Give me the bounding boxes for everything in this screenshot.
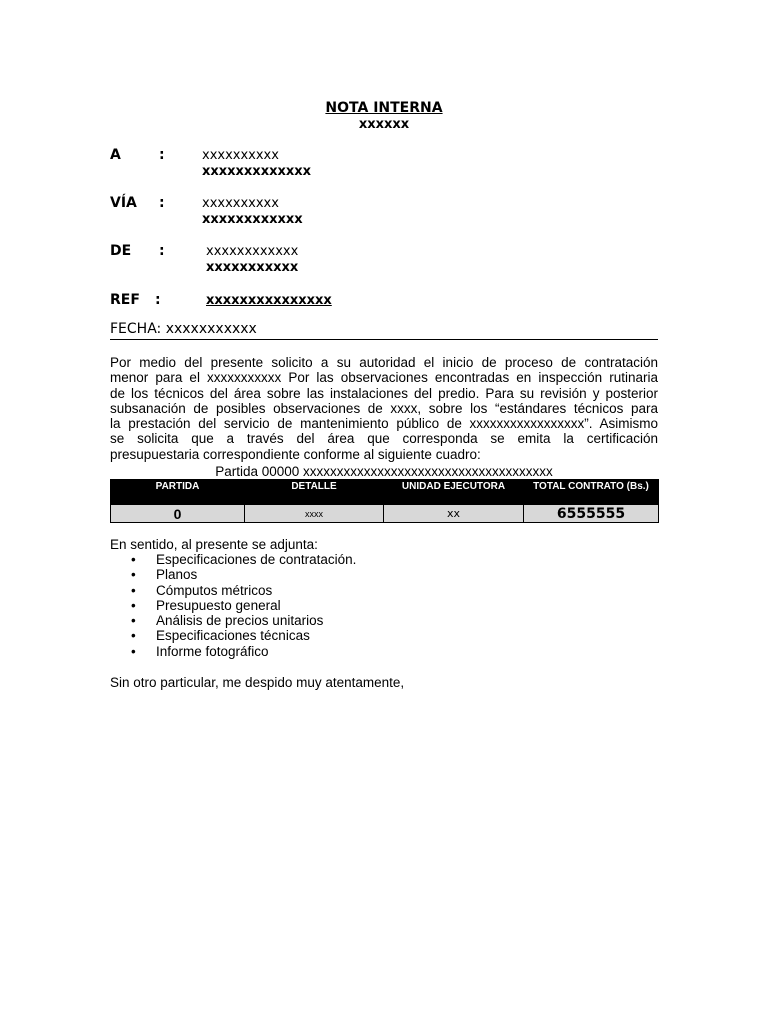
cell-unidad: xx bbox=[384, 505, 524, 523]
field-via-line1: xxxxxxxxxx bbox=[202, 196, 279, 211]
field-de-line2: xxxxxxxxxxx bbox=[206, 260, 299, 275]
partida-caption: Partida 00000 xxxxxxxxxxxxxxxxxxxxxxxxxxxxxxxxxxxxx bbox=[215, 464, 553, 479]
table-header-unidad: UNIDAD EJECUTORA bbox=[384, 480, 524, 505]
body-line: se solicita que a través del área que corresponda se emita la certificación bbox=[110, 431, 658, 447]
list-item bbox=[110, 644, 356, 659]
bullet-icon: • bbox=[131, 613, 136, 629]
body-line: la prestación del servicio de mantenimiento público de xxxxxxxxxxxxxxxxx”. Asimismo bbox=[110, 416, 658, 432]
body-paragraph bbox=[110, 355, 658, 462]
field-via-line2: xxxxxxxxxxxx bbox=[202, 212, 303, 227]
cell-detalle: xxxx bbox=[245, 505, 384, 523]
document-subtitle: xxxxxx bbox=[358, 117, 410, 132]
bullet-icon: • bbox=[131, 552, 136, 567]
list-item bbox=[110, 598, 356, 613]
bullet-icon: • bbox=[131, 597, 136, 613]
cell-total: 6555555 bbox=[524, 505, 659, 523]
list-item bbox=[110, 552, 356, 567]
bullet-icon: • bbox=[131, 567, 136, 583]
body-line: menor para el xxxxxxxxxxx Por las observaciones encontradas en inspección rutinaria bbox=[110, 370, 658, 386]
bullet-icon: • bbox=[131, 628, 136, 644]
list-item bbox=[110, 628, 356, 643]
fecha-label: FECHA: bbox=[110, 321, 162, 337]
attachment-label: Especificaciones de contratación. bbox=[156, 552, 357, 567]
field-label-de: DE bbox=[110, 243, 132, 259]
field-colon-a: : bbox=[159, 147, 165, 163]
body-line: de los técnicos del área sobre las instalaciones del predio. Para su revisión y posterior bbox=[110, 385, 658, 401]
budget-table bbox=[110, 479, 659, 523]
table-header-partida: PARTIDA bbox=[111, 480, 245, 505]
field-colon-ref: : bbox=[155, 292, 161, 308]
bullet-icon: • bbox=[131, 582, 136, 598]
table-header-row bbox=[111, 480, 659, 505]
list-item bbox=[110, 567, 356, 582]
field-a-line1: xxxxxxxxxx bbox=[202, 148, 279, 163]
body-line: Por medio del presente solicito a su autoridad el inicio de proceso de contratación bbox=[110, 355, 658, 370]
field-a-line2: xxxxxxxxxxxxx bbox=[202, 164, 312, 179]
list-item bbox=[110, 613, 356, 628]
fecha-row bbox=[110, 321, 257, 337]
attachment-label: Presupuesto general bbox=[156, 597, 281, 613]
body-line: presupuestaria correspondiente conforme al siguiente cuadro: bbox=[110, 446, 481, 462]
table-header-total: TOTAL CONTRATO (Bs.) bbox=[524, 480, 659, 505]
attachments-intro: En sentido, al presente se adjunta: bbox=[110, 537, 318, 552]
attachments-list bbox=[110, 552, 356, 659]
attachment-label: Análisis de precios unitarios bbox=[156, 613, 324, 629]
field-colon-via: : bbox=[159, 195, 165, 211]
field-label-a: A bbox=[110, 147, 121, 163]
list-item bbox=[110, 583, 356, 598]
field-label-via: VÍA bbox=[110, 195, 137, 211]
field-de-line1: xxxxxxxxxxxx bbox=[206, 244, 299, 259]
field-label-ref: REF bbox=[110, 292, 140, 308]
closing-line: Sin otro particular, me despido muy atentamente, bbox=[110, 675, 405, 690]
body-line: subsanación de posibles observaciones de xxxx, sobre los “estándares técnicos para bbox=[110, 400, 658, 416]
field-ref-value: xxxxxxxxxxxxxxx bbox=[206, 293, 332, 308]
attachment-label: Planos bbox=[156, 567, 198, 583]
field-colon-de: : bbox=[159, 243, 165, 259]
table-header-detalle: DETALLE bbox=[245, 480, 384, 505]
attachment-label: Cómputos métricos bbox=[156, 582, 273, 598]
bullet-icon: • bbox=[131, 643, 136, 659]
cell-partida: 0 bbox=[111, 505, 245, 523]
table-row bbox=[111, 505, 659, 523]
document-title: NOTA INTERNA bbox=[325, 100, 443, 116]
fecha-value: xxxxxxxxxxx bbox=[165, 321, 257, 337]
attachment-label: Especificaciones técnicas bbox=[156, 628, 310, 644]
header-divider bbox=[110, 339, 658, 340]
attachment-label: Informe fotográfico bbox=[156, 643, 269, 659]
